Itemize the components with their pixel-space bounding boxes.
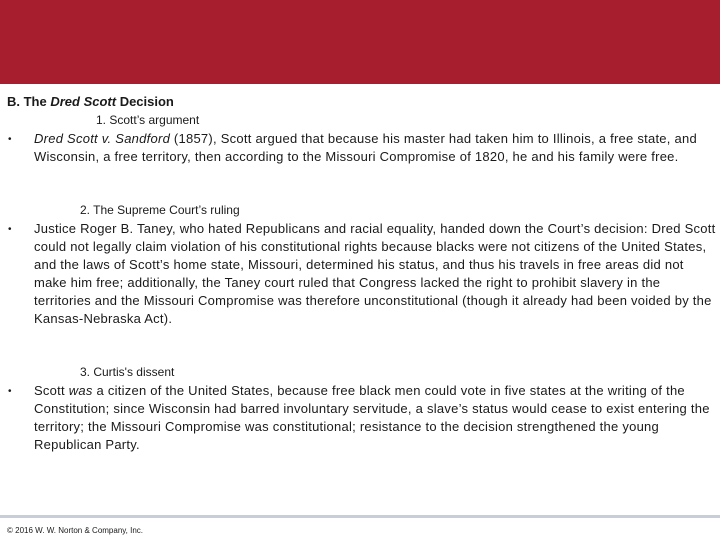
subheading-scott-argument: 1. Scott’s argument [96, 113, 200, 127]
subheading-curtis-dissent: 3. Curtis's dissent [80, 365, 175, 379]
paragraph-supreme-court-ruling: Justice Roger B. Taney, who hated Republicans and racial equality, handed down the Court’s decision: Dred Scott could not legally claim violation of his constitutional rights because blacks were not citizens of the United States, and the laws of Scott’s home state, Missouri, determined his status, and thus his travels in free areas did not make him free; additionally, the Taney court ruled that Congress lacked the right to prohibit slavery in the territories and the Missouri Compromise was therefore unconstitutional (though it already had been voided by the Kansas-Nebraska Act). [34, 221, 716, 326]
bullet-3: • [8, 386, 12, 397]
section-title: B. The Dred Scott Decision [7, 94, 174, 109]
header-banner [0, 0, 720, 84]
footer-divider [0, 515, 720, 518]
subheading-supreme-court-ruling: 2. The Supreme Court’s ruling [80, 203, 240, 217]
copyright-footer: © 2016 W. W. Norton & Company, Inc. [7, 526, 144, 535]
bullet-1: • [8, 134, 12, 145]
paragraph-curtis-dissent: Scott was a citizen of the United States, because free black men could vote in five states at the writing of the Constitution; since Wisconsin had barred involuntary servitude, a slave’s status would cease to exist entering the territory; the Missouri Compromise was constitutional; resistance to the decision strengthened the young Republican Party. [34, 383, 710, 452]
bullet-2: • [8, 224, 12, 235]
paragraph-scott-argument: Dred Scott v. Sandford (1857), Scott argued that because his master had taken him to Illinois, a free state, and Wisconsin, a free territory, then according to the Missouri Compromise of 1820, he and his family were free. [34, 131, 697, 164]
